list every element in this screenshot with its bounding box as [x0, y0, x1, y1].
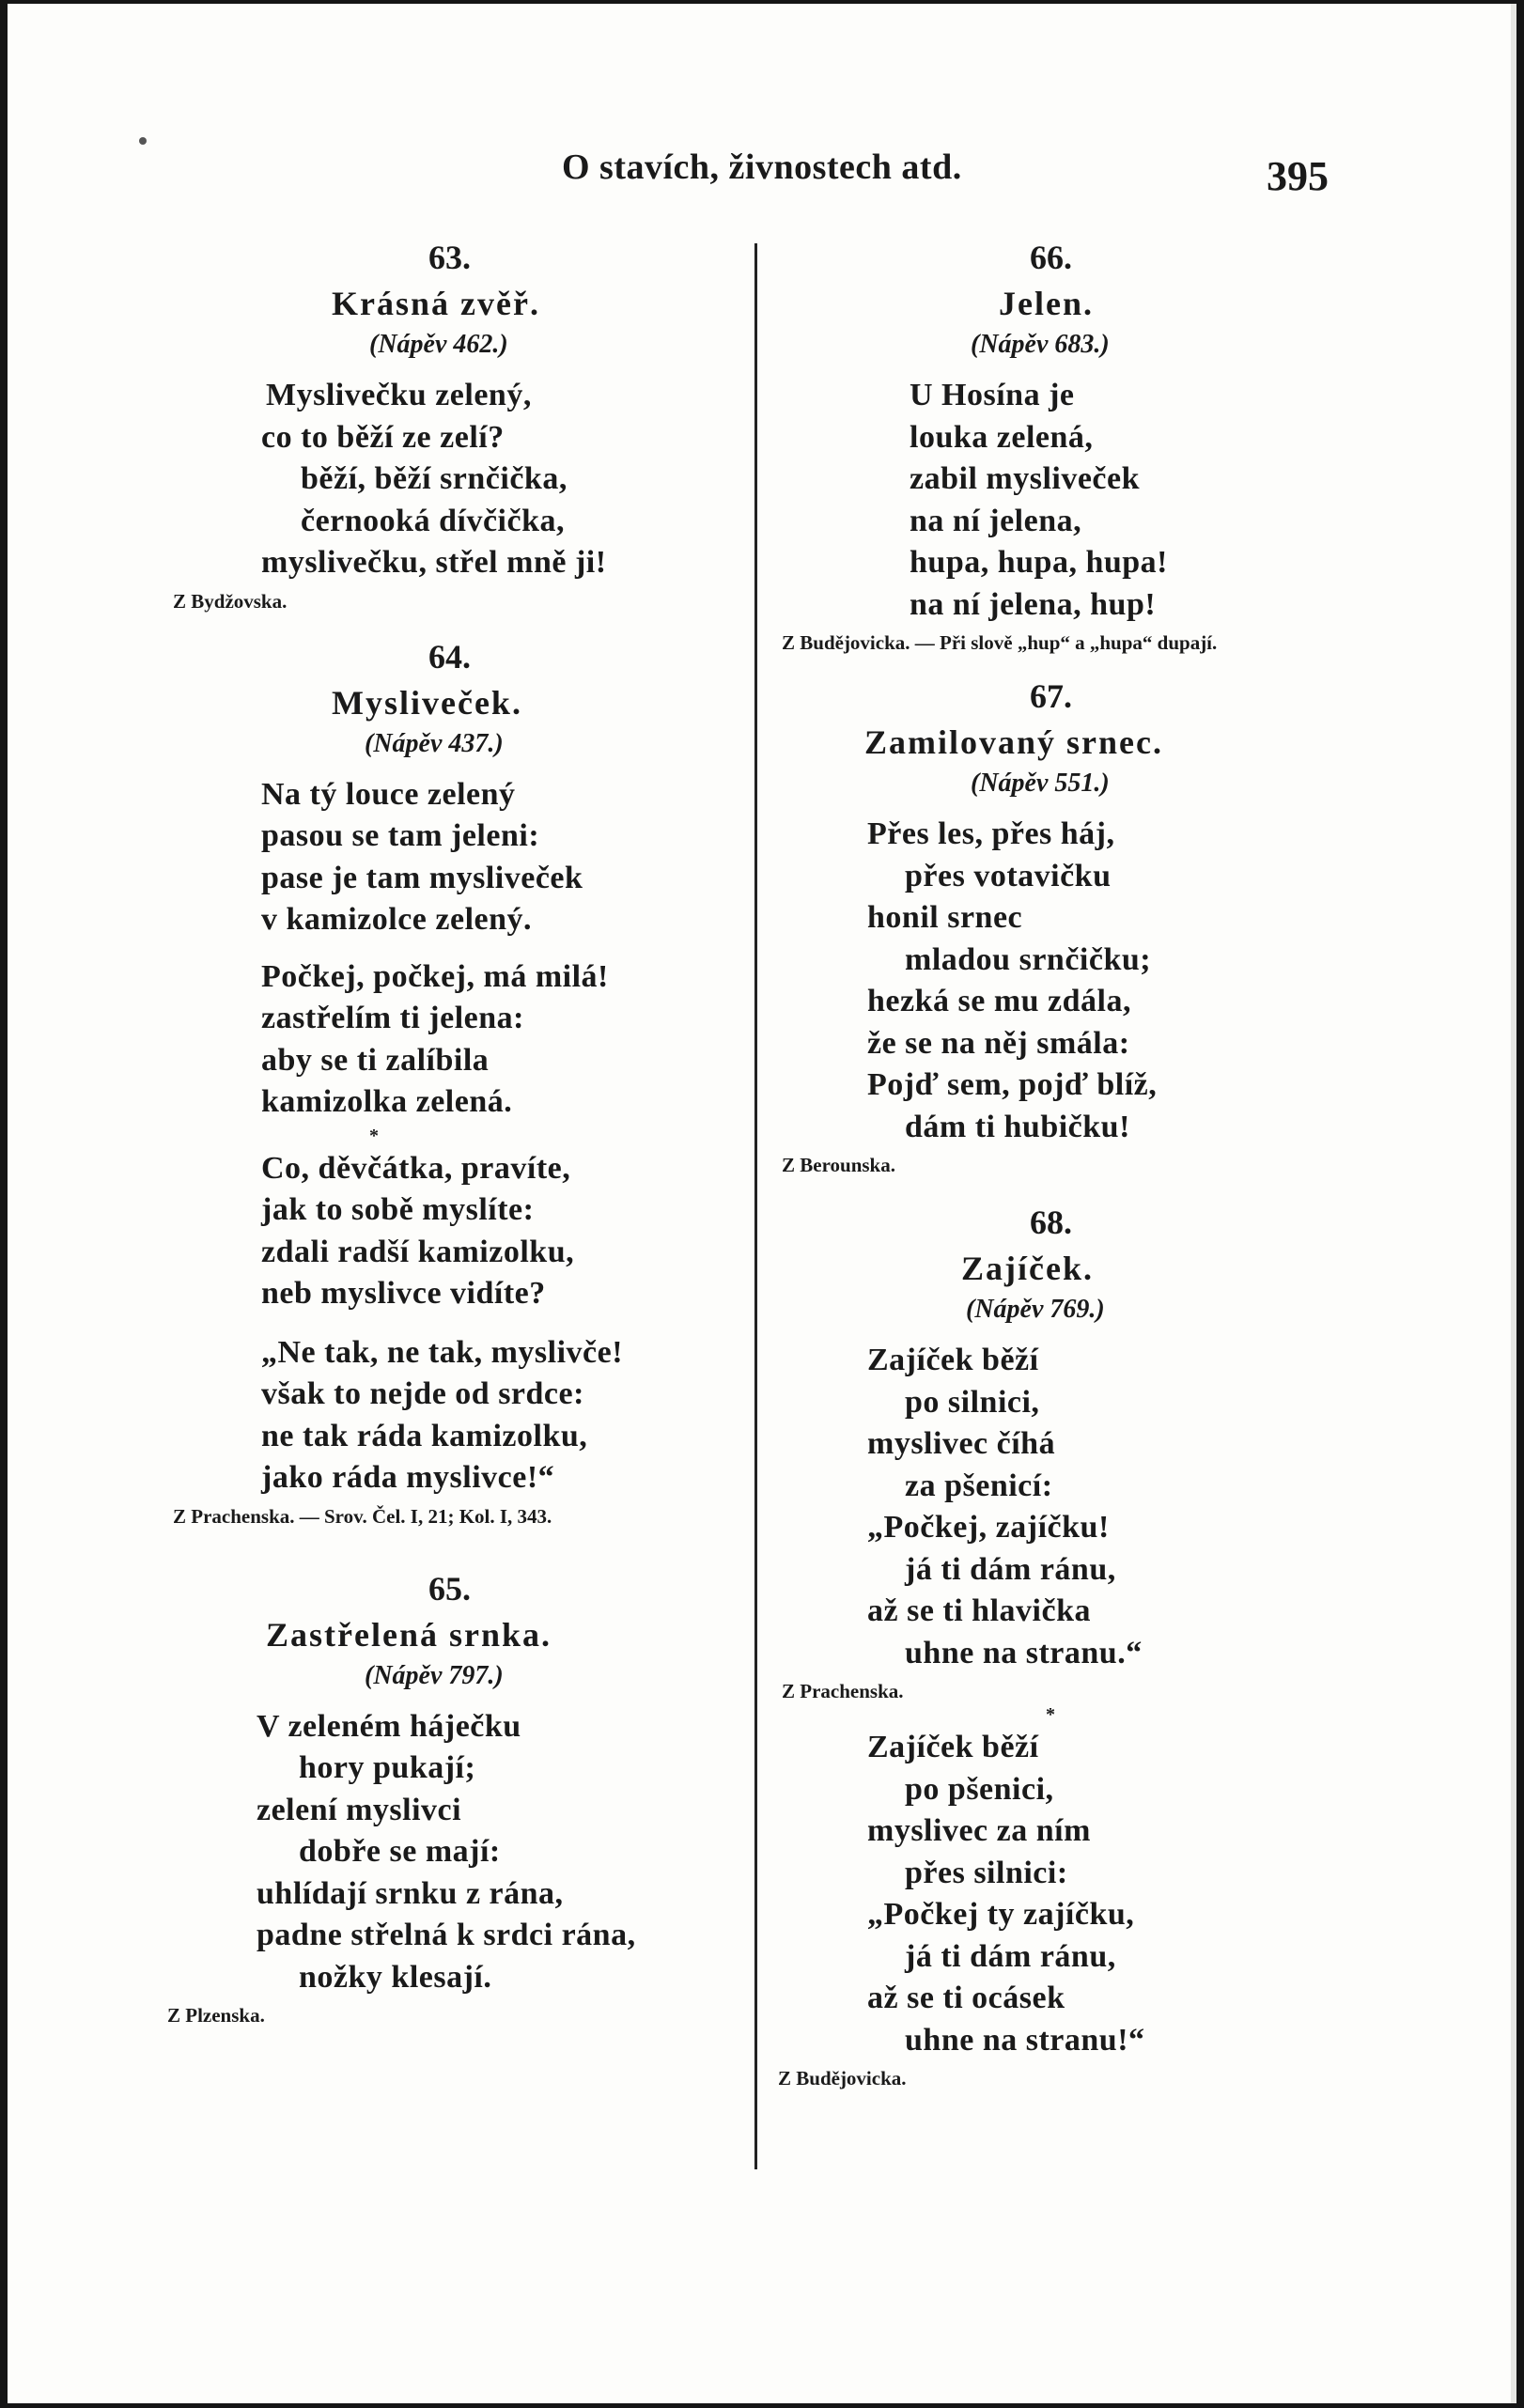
- song-number: 68.: [1030, 1204, 1072, 1241]
- song-63: [167, 234, 750, 613]
- verse-line: jako ráda myslivce!“: [261, 1460, 555, 1495]
- page-speck: [139, 137, 147, 145]
- verse-line: za pšenicí:: [905, 1468, 1053, 1503]
- verse-line: Zajíček běží: [867, 1343, 1039, 1377]
- page-number: 395: [1267, 153, 1329, 199]
- verse-line: až se ti ocásek: [867, 1981, 1065, 2015]
- verse-line: zastřelím ti jelena:: [261, 1001, 524, 1035]
- verse-line: louka zelená,: [910, 419, 1094, 455]
- song-number: 63.: [428, 239, 471, 276]
- verse-line: U Hosína je: [910, 378, 1075, 412]
- verse-line: dobře se mají:: [299, 1834, 501, 1869]
- verse-line: já ti dám ránu,: [905, 1551, 1116, 1587]
- song-67: [778, 673, 1361, 1176]
- verse-line: „Ne tak, ne tak, myslivče!: [261, 1334, 624, 1370]
- verse-line: uhne na stranu!“: [905, 2022, 1145, 2058]
- verse-line: Zajíček běží: [867, 1730, 1039, 1764]
- verse-line: v kamizolce zelený.: [261, 902, 533, 937]
- column-rule: [754, 243, 757, 2169]
- verse-line: „Počkej, zajíčku!: [867, 1510, 1110, 1545]
- verse-line: Myslivečku zelený,: [266, 378, 532, 412]
- verse-line: myslivečku, střel mně ji!: [261, 545, 607, 580]
- verse-line: dám ti hubičku!: [905, 1109, 1130, 1144]
- song-title: Krásná zvěř.: [332, 285, 540, 322]
- stanza: [167, 375, 750, 584]
- song-title: Zamilovaný srnec.: [864, 723, 1163, 761]
- song-source: Z Prachenska. — Srov. Čel. I, 21; Kol. I, 343.: [173, 1504, 552, 1528]
- verse-line: uhlídají srnku z rána,: [257, 1875, 564, 1911]
- verse-line: uhne na stranu.“: [905, 1635, 1143, 1670]
- verse-line: já ti dám ránu,: [905, 1938, 1116, 1974]
- stanza: [778, 1340, 1361, 1674]
- stanza: [778, 1727, 1361, 2061]
- verse-line: že se na něj smála:: [867, 1025, 1130, 1061]
- verse-line: „Počkej ty zajíčku,: [867, 1897, 1135, 1932]
- verse-line: běží, běží srnčička,: [301, 461, 568, 496]
- verse-line: až se ti hlavička: [867, 1593, 1091, 1628]
- song-source: Z Prachenska.: [782, 1680, 904, 1702]
- verse-line: černooká dívčička,: [301, 503, 565, 538]
- verse-line: honil srnec: [867, 900, 1023, 935]
- left-column: [167, 234, 750, 2027]
- stanza: [167, 956, 750, 1124]
- song-number: 67.: [1030, 677, 1072, 715]
- verse-line: zelení myslivci: [257, 1792, 462, 1827]
- song-title: Jelen.: [999, 285, 1094, 322]
- song-number: 65.: [428, 1569, 471, 1608]
- verse-line: Pojď sem, pojď blíž,: [867, 1067, 1158, 1102]
- verse-line: Přes les, přes háj,: [867, 816, 1115, 851]
- verse-line: myslivec číhá: [867, 1426, 1056, 1461]
- verse-line: na ní jelena,: [910, 503, 1082, 538]
- verse-line: V zeleném háječku: [257, 1708, 521, 1744]
- verse-line: pasou se tam jeleni:: [261, 818, 540, 853]
- verse-line: Na tý louce zelený: [261, 776, 516, 812]
- verse-line: po silnici,: [905, 1384, 1040, 1420]
- song-title: Zastřelená srnka.: [266, 1615, 552, 1654]
- song-source: Z Budějovicka. — Při slově „hup“ a „hupa“ dupají.: [782, 631, 1218, 654]
- stanza: [167, 774, 750, 941]
- napev-ref: (Nápěv 551.): [971, 769, 1110, 798]
- song-source: Z Berounska.: [782, 1154, 895, 1176]
- song-source: Z Bydžovska.: [173, 589, 288, 613]
- verse-line: ne tak ráda kamizolku,: [261, 1418, 588, 1453]
- stanza-divider: *: [369, 1125, 379, 1146]
- verse-line: zdali radší kamizolku,: [261, 1234, 575, 1269]
- song-64: [167, 633, 750, 1528]
- song-68: [778, 1199, 1361, 2090]
- song-title: Mysliveček.: [332, 683, 522, 722]
- verse-line: Co, děvčátka, pravíte,: [261, 1150, 571, 1186]
- book-page: [8, 4, 1516, 2403]
- song-number: 66.: [1030, 239, 1072, 276]
- song-source: Z Budějovicka.: [778, 2067, 907, 2090]
- napev-ref: (Nápěv 683.): [971, 330, 1110, 359]
- verse-line: pase je tam mysliveček: [261, 860, 583, 895]
- verse-line: co to běží ze zelí?: [261, 419, 505, 455]
- song-66: [778, 234, 1361, 654]
- verse-line: přes silnici:: [905, 1855, 1068, 1890]
- running-head: O stavích, živnostech atd.: [562, 148, 962, 187]
- song-source: Z Plzenska.: [167, 2004, 265, 2027]
- right-column: [778, 234, 1361, 2090]
- verse-line: mladou srnčičku;: [905, 941, 1152, 977]
- song-65: [167, 1565, 750, 2027]
- verse-line: na ní jelena, hup!: [910, 586, 1157, 622]
- verse-line: jak to sobě myslíte:: [261, 1192, 535, 1227]
- verse-line: však to nejde od srdce:: [261, 1376, 584, 1411]
- verse-line: neb myslivce vidíte?: [261, 1276, 546, 1311]
- verse-line: padne střelná k srdci rána,: [257, 1918, 636, 1952]
- verse-line: po pšenici,: [905, 1771, 1054, 1807]
- song-number: 64.: [428, 637, 471, 676]
- verse-line: myslivec za ním: [867, 1813, 1091, 1848]
- song-title: Zajíček.: [961, 1250, 1094, 1287]
- verse-line: hezká se mu zdála,: [867, 984, 1131, 1018]
- verse-line: Počkej, počkej, má milá!: [261, 958, 609, 994]
- verse-line: aby se ti zalíbila: [261, 1042, 490, 1078]
- verse-line: kamizolka zelená.: [261, 1084, 513, 1119]
- verse-line: hupa, hupa, hupa!: [910, 545, 1169, 580]
- verse-line: nožky klesají.: [299, 1959, 492, 1995]
- stanza: [167, 1148, 750, 1315]
- napev-ref: (Nápěv 797.): [365, 1660, 504, 1690]
- stanza-divider: *: [1046, 1704, 1055, 1725]
- stanza: [778, 375, 1361, 626]
- stanza: [167, 1332, 750, 1499]
- stanza: [167, 1706, 750, 1999]
- verse-line: zabil mysliveček: [910, 461, 1141, 496]
- napev-ref: (Nápěv 769.): [966, 1295, 1105, 1324]
- napev-ref: (Nápěv 437.): [365, 728, 504, 758]
- stanza: [778, 814, 1361, 1148]
- verse-line: hory pukají;: [299, 1750, 476, 1785]
- napev-ref: (Nápěv 462.): [369, 330, 508, 359]
- verse-line: přes votavičku: [905, 858, 1112, 893]
